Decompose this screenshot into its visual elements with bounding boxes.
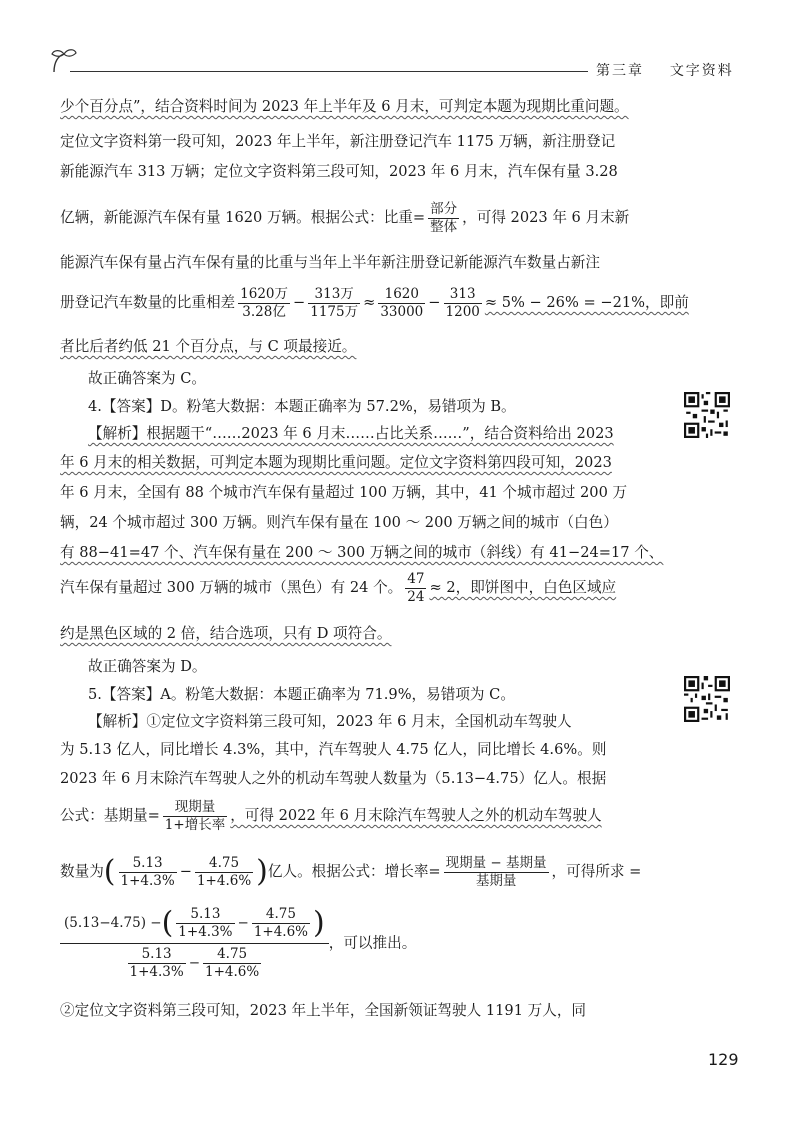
body-line: 2023 年 6 月末除汽车驾驶人之外的机动车驾驶人数量为（5.13−4.75）亿人。根据: [60, 770, 607, 787]
answer-header: 4.【答案】D。粉笔大数据：本题正确率为 57.2%，易错项为 B。: [88, 398, 516, 415]
body-line: 年 6 月末的相关数据，可判定本题为现期比重问题。定位文字资料第四段可知，2023: [60, 454, 612, 471]
body-line: 少个百分点”，结合资料时间为 2023 年上半年及 6 月末，可判定本题为现期比重问题。: [60, 98, 629, 115]
body-line: 年 6 月末，全国有 88 个城市汽车保有量超过 100 万辆，其中，41 个城市超过 200 万: [60, 484, 628, 501]
body-line: 汽车保有量超过 300 万辆的城市（黑色）有 24 个。 $\frac{47}{24}$ ≈ 2，即饼图中，白色区域应: [60, 570, 617, 605]
share-formula: $\frac{\text{部分}}{\text{整体}}$: [430, 200, 458, 235]
answer-line: 故正确答案为 D。: [88, 658, 207, 675]
body-line: 为 5.13 亿人，同比增长 4.3%，其中，汽车驾驶人 4.75 亿人，同比增长 4.6%。则: [60, 741, 607, 758]
body-line: 辆，24 个城市超过 300 万辆。则汽车保有量在 100 ～ 200 万辆之间的城市（白色）: [60, 514, 618, 531]
qr-code-icon[interactable]: [684, 676, 730, 722]
body-line: 【解析】根据题干“……2023 年 6 月末……占比关系……”，结合资料给出 2023: [88, 425, 614, 442]
body-line: ②定位文字资料第三段可知，2023 年上半年，全国新领证驾驶人 1191 万人，同: [60, 1002, 587, 1019]
body-line: 约是黑色区域的 2 倍，结合选项，只有 D 项符合。: [60, 625, 392, 642]
body-line: 新能源汽车 313 万辆；定位文字资料第三段可知，2023 年 6 月末，汽车保有量 3.28: [60, 163, 618, 180]
section-label: 文字资料: [669, 63, 734, 79]
body-line: 数量为( $\frac{5.13}{1+4.3\%}$ − $\frac{4.75}{1+4.6\%}$ )亿人。根据公式：增长率= $\frac{\text{现期量 − 基期量}}{\text{基期量}}$ ，可得所求 =: [60, 854, 642, 889]
header-rule: [70, 71, 588, 72]
body-line: 者比后者约低 21 个百分点，与 C 项最接近。: [60, 338, 357, 355]
chapter-label: 第三章: [596, 63, 644, 79]
body-line: 册登记汽车数量的比重相差 $\frac{\text{1620万}}{\text{3.28亿}}$ − $\frac{\text{313万}}{\text{1175万}}$ ≈ $\frac{1620}{33000}$ − $\frac{313}{1200}$ ≈ 5% − 26% = −21%，即前: [60, 285, 689, 320]
compound-formula: (5.13−4.75) −( $\frac{5.13}{1+4.3\%}$ − $\frac{4.75}{1+4.6\%}$ ) $\frac{5.13}{1+4.3\%}$ − $\frac{4.75}{1+4.6\%}$ ，可以推出。: [60, 906, 416, 981]
body-line: 【解析】①定位文字资料第三段可知，2023 年 6 月末，全国机动车驾驶人: [88, 713, 572, 730]
body-line: 定位文字资料第一段可知，2023 年上半年，新注册登记汽车 1175 万辆，新注册登记: [60, 133, 616, 150]
answer-header: 5.【答案】A。粉笔大数据：本题正确率为 71.9%，易错项为 C。: [88, 686, 515, 703]
answer-line: 故正确答案为 C。: [88, 370, 206, 387]
page-number: 129: [708, 1050, 739, 1069]
qr-code-icon[interactable]: [684, 392, 730, 438]
running-header: [596, 60, 734, 80]
body-line: 公式：基期量= $\frac{\text{现期量}}{\text{1+增长率}}$ ，可得 2022 年 6 月末除汽车驾驶人之外的机动车驾驶人: [60, 798, 602, 833]
body-line: 能源汽车保有量占汽车保有量的比重与当年上半年新注册登记新能源汽车数量占新注: [60, 254, 600, 271]
body-line: 有 88−41=47 个、汽车保有量在 200 ～ 300 万辆之间的城市（斜线）有 41−24=17 个、: [60, 544, 664, 561]
body-line: 亿辆，新能源汽车保有量 1620 万辆。根据公式：比重= $\frac{\text{部分}}{\text{整体}}$ ，可得 2023 年 6 月末新: [60, 200, 630, 235]
